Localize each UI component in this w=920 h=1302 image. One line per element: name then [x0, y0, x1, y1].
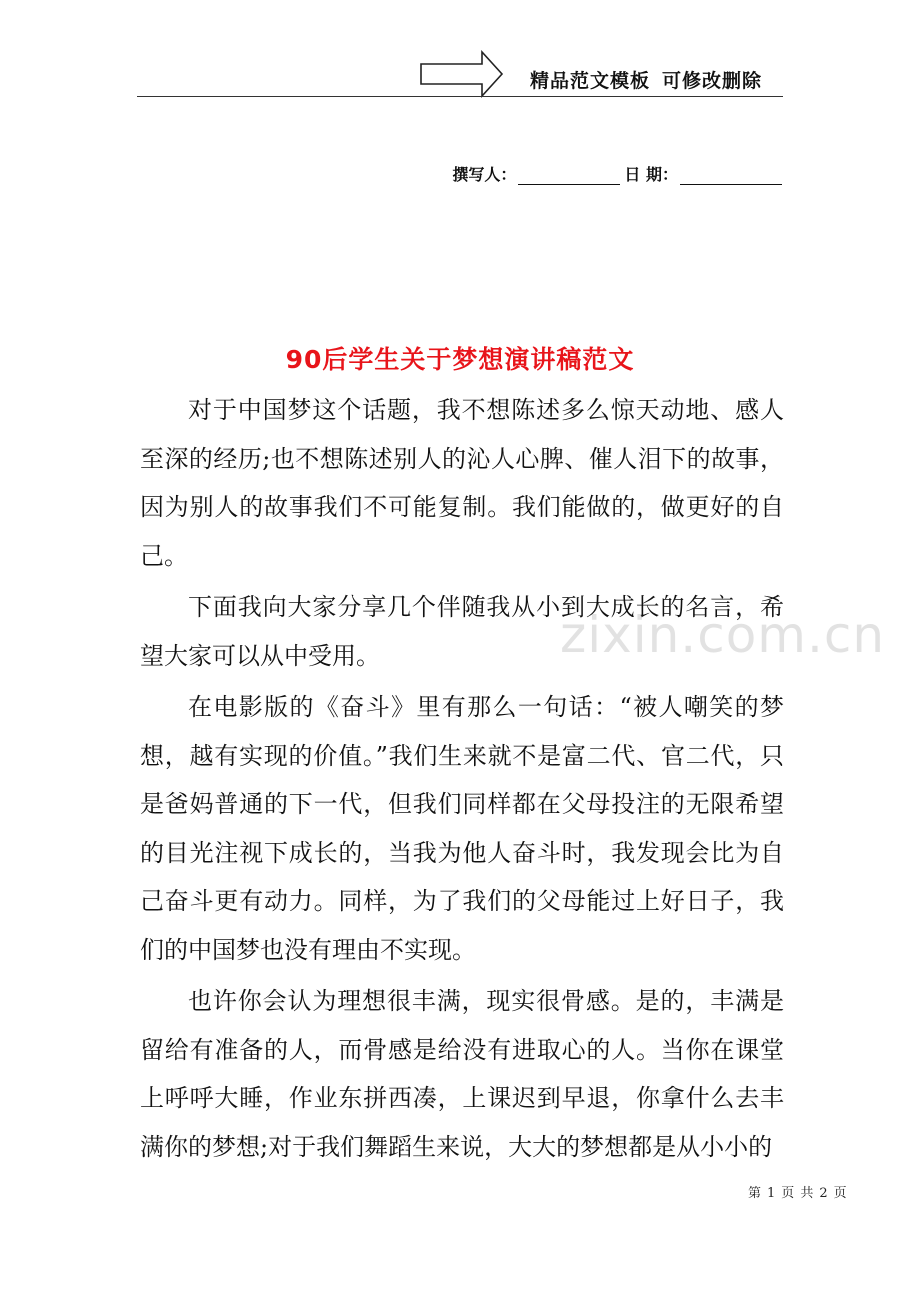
paragraph: 下面我向大家分享几个伴随我从小到大成长的名言，希望大家可以从中受用。 — [140, 593, 784, 670]
author-blank — [518, 166, 620, 185]
watermark: zixin.com.cn — [560, 606, 886, 664]
footer-gong: 共 — [800, 1186, 814, 1201]
header-tag-right: 可修改删除 — [662, 70, 763, 92]
paragraph: 也许你会认为理想很丰满，现实很骨感。是的，丰满是留给有准备的人，而骨感是给没有进取心的人。当你在课堂上呼呼大睡，作业东拼西凑，上课迟到早退，你拿什么去丰满你的梦想;对于我们舞蹈生来说，大大的梦想都是从小小的 — [140, 987, 784, 1161]
document-body — [140, 386, 784, 1171]
footer-current-page: 1 — [767, 1186, 776, 1201]
date-label: 日 期： — [624, 165, 678, 184]
footer-total-pages: 2 — [819, 1186, 828, 1201]
paragraph: 在电影版的《奋斗》里有那么一句话：“被人嘲笑的梦想，越有实现的价值。”我们生来就不是富二代、官二代，只是爸妈普通的下一代，但我们同样都在父母投注的无限希望的目光注视下成长的，当我为他人奋斗时，我发现会比为自己奋斗更有动力。同样，为了我们的父母能过上好日子，我们的中国梦也没有理由不实现。 — [140, 693, 784, 964]
header-divider — [137, 96, 783, 97]
author-label: 撰写人： — [452, 165, 517, 184]
footer-ye: 页 — [781, 1186, 795, 1201]
document-title: 90后学生关于梦想演讲稿范文 — [285, 345, 635, 374]
arrow-icon — [420, 50, 504, 98]
meta-line — [452, 162, 782, 185]
page-footer — [748, 1182, 853, 1201]
paragraph: 对于中国梦这个话题，我不想陈述多么惊天动地、感人至深的经历;也不想陈述别人的沁人心脾、催人泪下的故事，因为别人的故事我们不可能复制。我们能做的，做更好的自己。 — [140, 396, 784, 570]
header-tag — [530, 66, 762, 93]
footer-di: 第 — [748, 1186, 762, 1201]
date-blank — [680, 166, 782, 185]
footer-ye-2: 页 — [833, 1186, 847, 1201]
header-tag-left: 精品范文模板 — [530, 70, 651, 92]
